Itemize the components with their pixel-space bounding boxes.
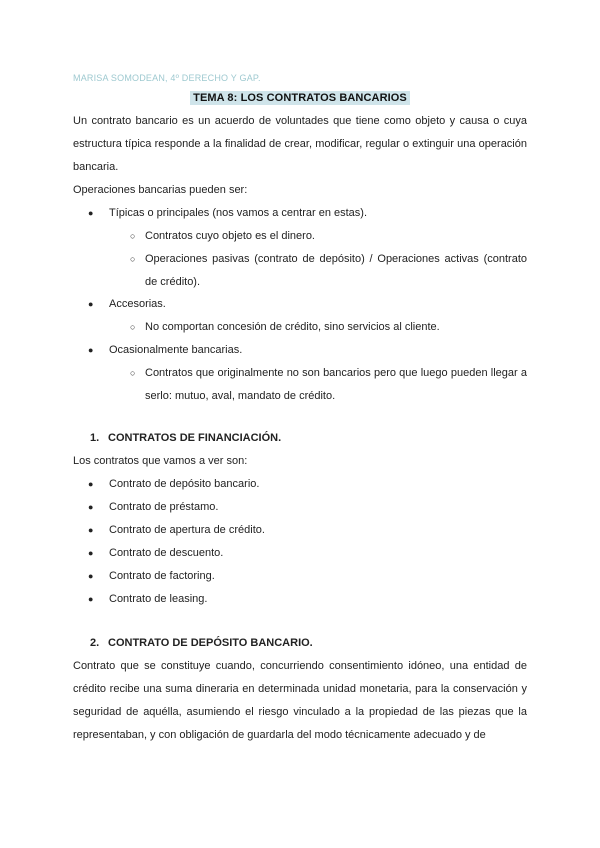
- list-item: Típicas o principales (nos vamos a centrar en estas).: [109, 207, 368, 219]
- section-intro: Los contratos que vamos a ver son:: [73, 455, 248, 467]
- bullet-icon: ●: [88, 299, 94, 309]
- sub-list-item: No comportan concesión de crédito, sino servicios al cliente.: [145, 321, 440, 333]
- section-heading: [90, 632, 313, 655]
- bullet-icon: ●: [88, 208, 94, 218]
- section-number: 2.: [90, 637, 100, 649]
- bullet-icon: ●: [88, 571, 94, 581]
- bullet-icon: ●: [88, 502, 94, 512]
- section-number: 1.: [90, 432, 100, 444]
- operations-label: Operaciones bancarias pueden ser:: [73, 184, 248, 196]
- bullet-icon: ●: [88, 479, 94, 489]
- bullet-icon: ●: [88, 548, 94, 558]
- sub-list-item: Contratos que originalmente no son bancarios pero que luego pueden llegar a serlo: mutuo, aval, mandato de crédito.: [145, 367, 527, 402]
- document-title: TEMA 8: LOS CONTRATOS BANCARIOS: [190, 91, 410, 105]
- section-heading: [90, 427, 281, 450]
- bullet-icon: ●: [88, 345, 94, 355]
- sub-bullet-icon: ○: [130, 254, 136, 264]
- sub-bullet-icon: ○: [130, 322, 136, 332]
- section-body: Contrato que se constituye cuando, concurriendo consentimiento idóneo, una entidad de crédito recibe una suma dineraria en determinada unidad monetaria, para la conservación y seguridad de aquélla, asumiendo el riesgo vinculado a la propiedad de las piezas que la representaban, y con obligación de guardarla del modo técnicamente adecuado y de: [73, 660, 527, 741]
- page-header: MARISA SOMODEAN, 4º DERECHO Y GAP.: [73, 73, 261, 83]
- list-item: Contrato de apertura de crédito.: [109, 524, 265, 536]
- list-item: Contrato de leasing.: [109, 593, 208, 605]
- intro-paragraph: Un contrato bancario es un acuerdo de voluntades que tiene como objeto y causa o cuya estructura típica responde a la finalidad de crear, modificar, regular o extinguir una operación bancaria.: [73, 115, 527, 173]
- section-title: CONTRATO DE DEPÓSITO BANCARIO.: [108, 637, 313, 649]
- list-item: Contrato de descuento.: [109, 547, 224, 559]
- sub-list-item: Contratos cuyo objeto es el dinero.: [145, 230, 315, 242]
- list-item: Contrato de factoring.: [109, 570, 215, 582]
- list-item: Ocasionalmente bancarias.: [109, 344, 243, 356]
- sub-list-item: Operaciones pasivas (contrato de depósito) / Operaciones activas (contrato de crédito).: [145, 253, 527, 288]
- list-item: Contrato de depósito bancario.: [109, 478, 260, 490]
- list-item: Accesorias.: [109, 298, 166, 310]
- section-title: CONTRATOS DE FINANCIACIÓN.: [108, 432, 282, 444]
- bullet-icon: ●: [88, 525, 94, 535]
- sub-bullet-icon: ○: [130, 368, 136, 378]
- sub-bullet-icon: ○: [130, 231, 136, 241]
- bullet-icon: ●: [88, 594, 94, 604]
- list-item: Contrato de préstamo.: [109, 501, 219, 513]
